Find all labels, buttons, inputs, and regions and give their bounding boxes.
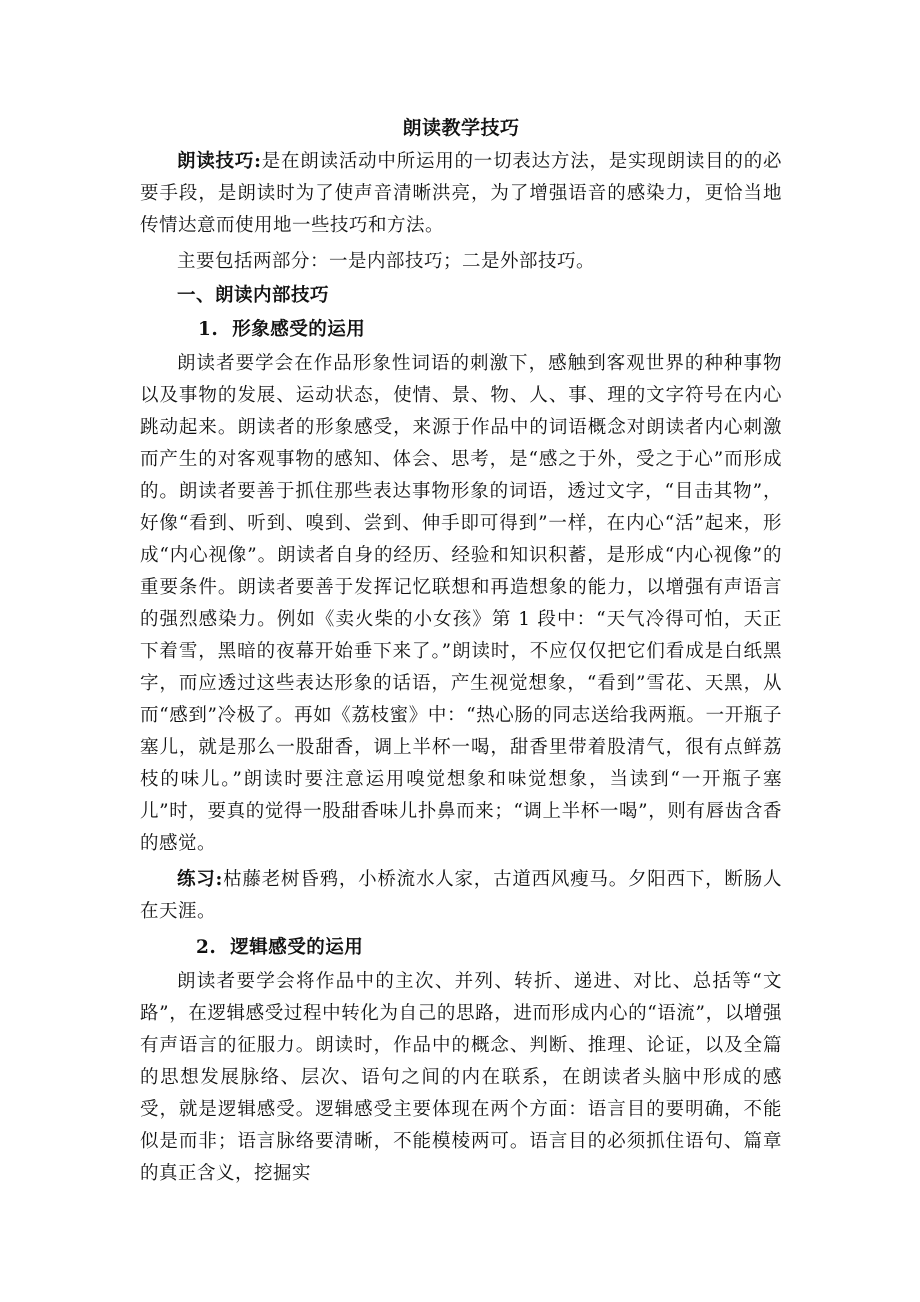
intro-label: 朗读技巧:	[177, 151, 262, 172]
sub1-title: 形象感受的运用	[232, 319, 366, 340]
sub1-number: 1.	[198, 319, 219, 340]
exercise-paragraph	[140, 864, 782, 928]
intro-text: 是在朗读活动中所运用的一切表达方法，是实现朗读目的的必要手段，是朗读时为了使声音清晰洪亮，为了增强语音的感染力，更恰当地传情达意而使用地一些技巧和方法。	[140, 151, 782, 236]
sub2-number: 2.	[196, 937, 217, 958]
document-body	[140, 112, 782, 1190]
exercise-text: 枯藤老树昏鸦，小桥流水人家，古道西风瘦马。夕阳西下，断肠人在天涯。	[140, 869, 782, 922]
sub2-paragraph: 朗读者要学会将作品中的主次、并列、转折、递进、对比、总括等“文路”，在逻辑感受过程中转化为自己的思路，进而形成内心的“语流”，以增强有声语言的征服力。朗读时，作品中的概念、判断、推理、论证，以及全篇的思想发展脉络、层次、语句之间的内在联系，在朗读者头脑中形成的感受，就是逻辑感受。逻辑感受主要体现在两个方面：语言目的要明确，不能似是而非；语言脉络要清晰，不能模棱两可。语言目的必须抓住语句、篇章的真正含义，挖掘实	[140, 971, 782, 1184]
exercise-label: 练习:	[177, 869, 223, 890]
sub2-title: 逻辑感受的运用	[230, 937, 364, 958]
section1-heading: 一、朗读内部技巧	[177, 285, 330, 306]
page-title: 朗读教学技巧	[402, 117, 520, 139]
section1-sub1-heading	[140, 314, 782, 346]
sub1-paragraph: 朗读者要学会在作品形象性词语的刺激下，感触到客观世界的种种事物以及事物的发展、运动状态，使情、景、物、人、事、理的文字符号在内心跳动起来。朗读者的形象感受，来源于作品中的词语概念对朗读者内心刺激而产生的对客观事物的感知、体会、思考，是“感之于外，受之于心”而形成的。朗读者要善于抓住那些表达事物形象的词语，透过文字，“目击其物”，好像“看到、听到、嗅到、尝到、伸手即可得到”一样，在内心“活”起来，形成“内心视像”。朗读者自身的经历、经验和知识积蓄，是形成“内心视像”的重要条件。朗读者要善于发挥记忆联想和再造想象的能力，以增强有声语言的强烈感染力。例如《卖火柴的小女孩》第 1 段中：“天气冷得可怕，天正下着雪，黑暗的夜幕开始垂下来了。”朗读时，不应仅仅把它们看成是白纸黑字，而应透过这些表达形象的话语，产生视觉想象，“看到”雪花、天黑，从而“感到”冷极了。再如《荔枝蜜》中：“热心肠的同志送给我两瓶。一开瓶子塞儿，就是那么一股甜香，调上半杯一喝，甜香里带着股清气，很有点鲜荔枝的味儿。”朗读时要注意运用嗅觉想象和味觉想象，当读到“一开瓶子塞儿”时，要真的觉得一股甜香味儿扑鼻而来；“调上半杯一喝”，则有唇齿含香的感觉。	[140, 353, 782, 854]
summary-paragraph: 主要包括两部分：一是内部技巧；二是外部技巧。	[177, 251, 596, 272]
section1-sub2-heading	[140, 932, 782, 964]
intro-paragraph	[140, 146, 782, 242]
